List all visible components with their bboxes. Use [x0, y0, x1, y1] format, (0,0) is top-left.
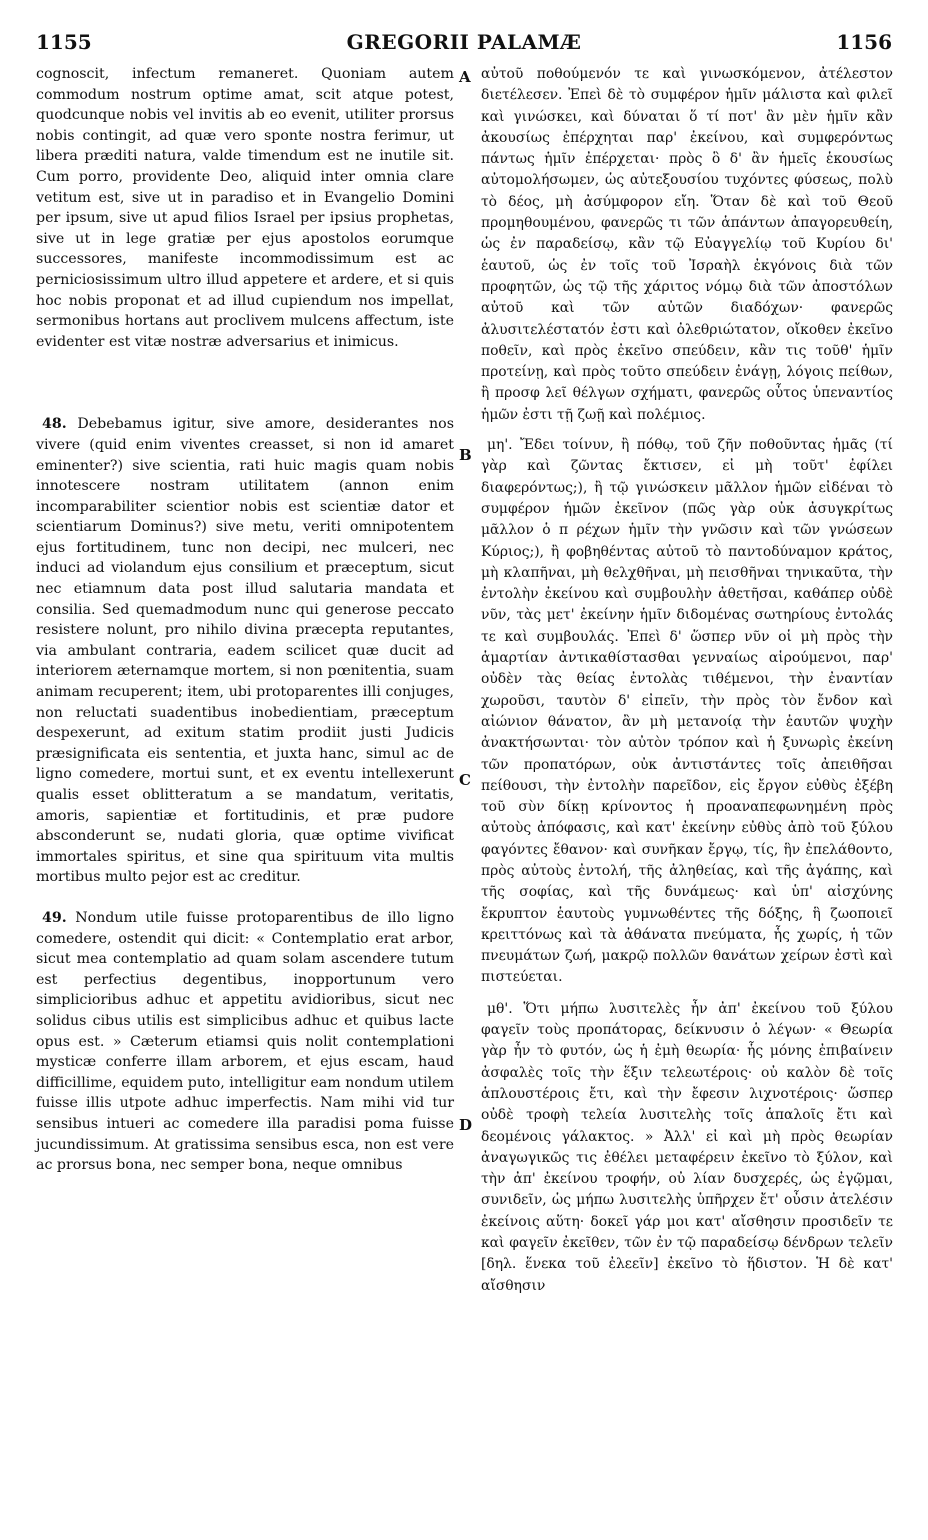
- page-header: [36, 30, 892, 60]
- greek-paragraph-text: αὐτοῦ ποθούμενόν τε καὶ γινωσκόμενον, ἀτέλεστον διετέλεσεν. Ἐπεὶ δὲ τὸ συμφέρον ἡμῖν μάλιστα καὶ φιλεῖ καὶ γινώσκει, καὶ δύναται ὅ τί ποτ' ἂν μὲν ἡμῖν κἂν ἀκουσίως ἐπέρχηται παρ' ἐκείνου, καὶ συμφερόντως πάντως ἡμῖν ἐπέρχεται· πρὸς ὃ δ' ἂν ἡμεῖς ἑκουσίως αὐτομολήσωμεν, ὡς αὐτεξουσίου τυχόντες φύσεως, πολὺ τὸ δέος, μὴ ἀσύμφορον εἴη. Ὅταν δὲ καὶ τοῦ Θεοῦ προμηθουμένου, φανερῶς τι τῶν ἁπάντων ἀπαγορευθείη, ὡς ἐν παραδείσῳ, κἂν τῷ Εὐαγγελίῳ τοῦ Κυρίου δι' ἑαυτοῦ, ὡς ἐν τοῖς τοῦ Ἰσραὴλ ἐκγόνοις διὰ τῶν προφητῶν, ὡς τῷ τῆς χάριτος νόμῳ διὰ τῶν ἀποστόλων αὐτοῦ καὶ τῶν αὐτῶν διαδόχων· φανερῶς ἀλυσιτελέστατόν ἐστι καὶ ὀλεθριώτατον, οἴκοθεν ἐκεῖνο ποθεῖν, καὶ πρὸς ἐκεῖνο σπεύδειν, κἂν τις τοῦθ' ἡμῖν προτείνῃ, καὶ πρὸς τοῦτο σπεύδειν ἐνάγῃ, λόγοις πείθων, ἢ προσφ λεῖ θέλγων σχήματι, φανερῶς οὗτος ὑπεναντίος ἡμῶν ἐστι τῇ ζωῇ καὶ πολέμιος.: [481, 66, 893, 423]
- section-number: 48.: [42, 416, 67, 433]
- latin-paragraph: [36, 414, 454, 888]
- latin-paragraph: [36, 64, 454, 352]
- section-number: μη'.: [487, 437, 513, 454]
- latin-paragraph-text: Nondum utile fuisse protoparentibus de illo ligno comedere, ostendit qui dicit: « Contemplatio erat arbor, sicut mea contemplatio ad quam solam ascendere tutum est perfectius degentibus, inopportunum vero simplicioribus adhuc et appetitu avidioribus, sicut nec solidus cibus utilis est simplicibus adhuc et quibus lacte opus est. » Cæterum etiamsi quis nolit contemplationi mysticæ conferre illam arborem, et ejus escam, haud difficillime, equidem puto, intelligitur eam nondum utilem fuisse illis utpote adhuc imperfectis. Nam mihi vid tur sensibus intueri ac comedere illa paradisi poma fuisse jucundissimum. At gratissima sensibus esca, non est vere ac prorsus bona, nec semper bona, neque omnibus: [36, 909, 455, 1174]
- margin-letter-a: A: [459, 68, 471, 86]
- greek-paragraph: [481, 64, 893, 426]
- page-number-left: 1155: [36, 30, 92, 54]
- paragraph-spacer: [36, 888, 454, 908]
- running-title: GREGORII PALAMÆ: [346, 30, 582, 54]
- latin-paragraph-text: cognoscit, infectum remaneret. Quoniam autem commodum nostrum optime amat, scit atque potest, quodcunque nobis vel invitis ab eo evenit, utiliter prorsus nobis contingit, ad quæ vero sponte nostra ferimur, ut libera præditi natura, valde timendum est ne inutile sit. Cum porro, providente Deo, aliquid inter omnia clare vetitum est, sive ut in paradiso et in Evangelio Domini per ipsum, sive ut apud filios Israel per ipsius prophetas, sive ut in lege gratiæ per ejus apostolos eorumque successores, manifeste incommodissimum est ac perniciosissimum ultro illud appetere et ardere, et si quis hoc nobis proponat et ad illud cupiendum nos impellat, sermonibus hortans aut proclivem mulcens affectum, iste evidenter est vitæ nostræ adversarius et inimicus.: [36, 66, 454, 350]
- greek-column: [481, 64, 893, 1297]
- section-number: 49.: [42, 909, 67, 926]
- paragraph-spacer: [481, 989, 893, 999]
- greek-paragraph-text: Ὅτι μήπω λυσιτελὲς ἦν ἀπ' ἐκείνου τοῦ ξύλου φαγεῖν τοὺς προπάτορας, δείκνυσιν ὁ λέγων· « Θεωρία γὰρ ἦν τὸ φυτόν, ὡς ἡ ἐμὴ θεωρία· ἧς μόνης ἐπιβαίνειν ἀσφαλὲς τοῖς τὴν ἕξιν τελεωτέροις· οὐ καλὸν δὲ τοῖς ἁπλουστέροις ἔτι, καὶ τὴν ἔφεσιν λιχνοτέροις· ὥσπερ οὐδὲ τροφὴ τελεία λυσιτελὴς τοῖς ἁπαλοῖς ἔτι καὶ δεομένοις γάλακτος. » Ἀλλ' εἰ καὶ μὴ πρὸς θεωρίαν ἀναγωγικῶς τις ἐθέλει μεταφέρειν ἐκεῖνο τὸ ξύλον, καὶ τὴν ἀπ' ἐκείνου τροφήν, οὐ λίαν δυσχερές, ὡς ἐγῷμαι, συνιδεῖν, ὡς μήπω λυσιτελὴς ὑπῆρχεν ἔτ' οὖσιν ἀτελέσιν ἐκείνοις αὕτη· δοκεῖ γάρ μοι κατ' αἴσθησιν προσιδεῖν τε καὶ φαγεῖν ἐκεῖθεν, τῶν ἐν τῷ παραδείσῳ δένδρων τελεῖν [δηλ. ἕνεκα τοῦ ἐλεεῖν] ἐκεῖνο τὸ ἥδιστον. Ἡ δὲ κατ' αἴσθησιν: [481, 1000, 893, 1294]
- latin-paragraph: [36, 908, 454, 1176]
- page-number-right: 1156: [836, 30, 892, 54]
- greek-paragraph-text: Ἔδει τοίνυν, ἢ πόθῳ, τοῦ ζῆν ποθοῦντας ἡμᾶς (τί γὰρ καὶ ζῶντας ἔκτισεν, εἰ μὴ τοῦτ' ἐφίλει διαφερόντως;), ἢ τῷ γινώσκειν μᾶλλον ἡμῶν εἰδέναι τὸ συμφέρον ἡμῶν ἐκεῖνον (πῶς γὰρ οὐκ ἀσυγκρίτως μᾶλλον ὁ π ρέχων ἡμῖν τὴν γνῶσιν καὶ τῶν γνώσεων Κύριος;), ἢ φοβηθέντας αὐτοῦ τὸ παντοδύναμον κράτος, μὴ κλαπῆναι, μὴ θελχθῆναι, μὴ πεισθῆναι τηνικαῦτα, τὴν ἐντολὴν ἐκείνου καὶ συμβουλὴν ἀθετῆσαι, καθάπερ οὐδὲ νῦν, τὰς μετ' ἐκείνην ἡμῖν διδομένας σωτηρίους ἐντολάς τε καὶ συμβουλάς. Ἐπεὶ δ' ὥσπερ νῦν οἱ μὴ πρὸς τὴν ἁμαρτίαν ἀντικαθίστασθαι γενναίως αἱρούμενοι, παρ' οὐδὲν τὰς θείας ἐντολὰς τιθέμενοι, τὴν ἐναντίαν χωροῦσι, ταυτὸν δ' εἰπεῖν, τὴν πρὸς τὸν ἔνδον καὶ αἰώνιον θάνατον, ἂν μὴ μετανοίᾳ τὴν ἑαυτῶν ψυχὴν ἀνακτήσωνται· τὸν αὐτὸν τρόπον καὶ ἡ ξυνωρὶς ἐκείνη τῶν προπατόρων, οὐκ ἀντιστάντες τοῖς ἀπειθῆσαι πείθουσι, τὴν ἐντολὴν παρεῖδον, εἰς ἔργον εὐθὺς ἐξέβη τοῦ σὺν δίκῃ κρίνοντος ἡ προαναπεφωνημένη πρὸς αὐτοὺς ἀπόφασις, καὶ κατ' ἐκείνην εὐθὺς ἀπὸ τοῦ ξύλου φαγόντες ἔθανον· καὶ συνῆκαν ἔργῳ, τίς, ἣν ἐπελάθοντο, πρὸς αὐτοὺς ἐντολή, τῆς ἀληθείας, καὶ τῆς ἀγάπης, καὶ τῆς σοφίας, καὶ τῆς δυνάμεως· καὶ ὑπ' αἰσχύνης ἔκρυπτον ἑαυτοὺς γυμνωθέντες τῆς δόξης, ἣ ζωοποιεῖ κρειττόνως καὶ τὰ ἀθάνατα πνεύματα, ἧς χωρίς, ἡ τῶν πνευμάτων ζωή, μακρῷ πολλῶν θανάτων χείρων ἐστὶ καὶ πιστεύεται.: [481, 437, 894, 986]
- greek-paragraph: [481, 435, 893, 989]
- margin-letter-d: D: [459, 1116, 473, 1134]
- paragraph-spacer: [36, 352, 454, 414]
- latin-column: [36, 64, 454, 1176]
- greek-paragraph: [481, 999, 893, 1297]
- margin-letter-c: C: [459, 771, 471, 789]
- paragraph-spacer: [481, 426, 893, 435]
- section-number: μθ'.: [487, 1000, 513, 1017]
- margin-letter-b: B: [459, 446, 472, 464]
- latin-paragraph-text: Debebamus igitur, sive amore, desiderantes nos vivere (quid enim viventes creasset, si non id amaret eminenter?) sive scientia, rati huic magis quam nobis innotescere nostram utilitatem (annon enim incomparabiliter scientior nobis est scientiæ dator et scientiarum Dominus?) sive metu, veriti omnipotentem ejus fortitudinem, tunc non decipi, nec mulceri, nec induci ad violandum ejus consilium et præceptum, sicut nec etiamnum data post illud salutaria mandata et consilia. Sed quemadmodum nunc qui generose peccato resistere nolunt, pro nihilo divina præcepta reputantes, via ambulant contraria, eadem scilicet quæ ducit ad interiorem æternamque mortem, si non pœnitentia, suam animam recuperent; item, ubi protoparentes illi conjuges, non reluctati suadentibus inobedientiam, præceptum despexerunt, ad exitum statim prodiit justi Judicis præsignificata eis sententia, et juxta hanc, simul ac de ligno comedere, mortui sunt, et ex eventu intellexerunt qualis esset oblitteratum a se mandatum, veritatis, amoris, sapientiæ et fortitudinis, et præ pudore absconderunt se, nudati gloria, quæ optime vivificat immortales spiritus, et sine qua spirituum vita multis mortibus multo pejor est ac creditur.: [36, 416, 454, 886]
